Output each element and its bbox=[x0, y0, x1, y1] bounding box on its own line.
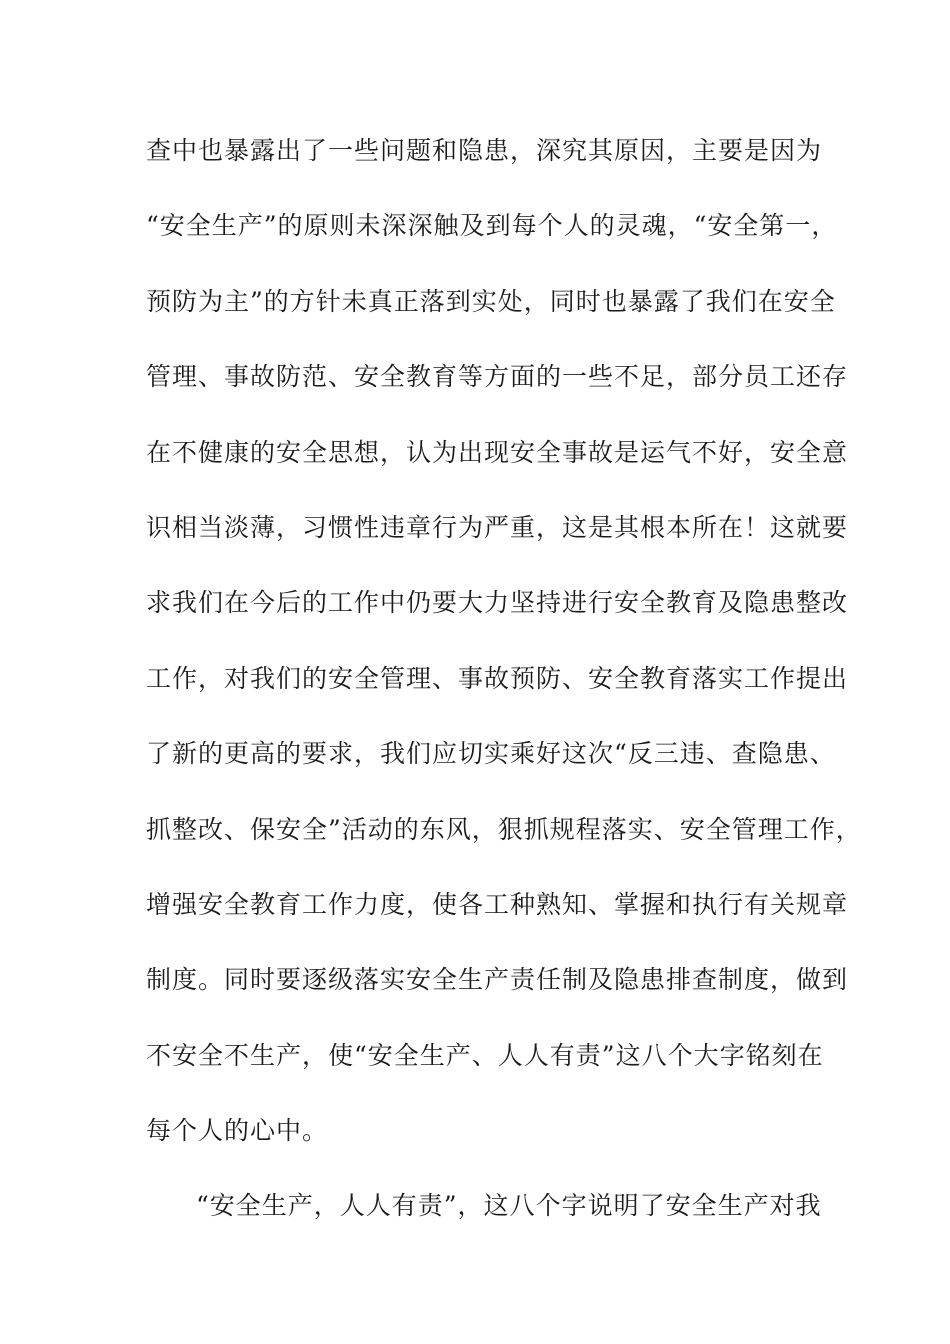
paragraph-start-line: “安全生产，人人有责”，这八个字说明了安全生产对我 bbox=[196, 1191, 822, 1221]
text-line: 识相当淡薄，习惯性违章行为严重，这是其根本所在！这就要 bbox=[146, 512, 849, 542]
text-line: 查中也暴露出了一些问题和隐患，深究其原因，主要是因为 bbox=[146, 136, 823, 165]
text-line: 每个人的心中。 bbox=[146, 1116, 329, 1146]
text-line: 在不健康的安全思想，认为出现安全事故是运气不好，安全意 bbox=[146, 437, 849, 467]
text-line: 抓整改、保安全”活动的东风，狠抓规程落实、安全管理工作， bbox=[146, 814, 862, 844]
text-line: 求我们在今后的工作中仍要大力坚持进行安全教育及隐患整改 bbox=[146, 588, 849, 618]
text-line: 制度。同时要逐级落实安全生产责任制及隐患排查制度，做到 bbox=[146, 965, 849, 995]
text-line: 预防为主”的方针未真正落到实处，同时也暴露了我们在安全 bbox=[146, 286, 836, 316]
body-text bbox=[146, 128, 862, 1259]
text-line: “安全生产”的原则未深深触及到每个人的灵魂，“安全第一， bbox=[146, 211, 838, 241]
text-line: 了新的更高的要求，我们应切实乘好这次“反三违、查隐患、 bbox=[146, 739, 836, 769]
text-line: 管理、事故防范、安全教育等方面的一些不足，部分员工还存 bbox=[146, 362, 849, 392]
text-line: 不安全不生产，使“安全生产、人人有责”这八个大字铭刻在 bbox=[146, 1040, 824, 1070]
text-line: 工作，对我们的安全管理、事故预防、安全教育落实工作提出 bbox=[146, 663, 849, 693]
text-line: 增强安全教育工作力度，使各工种熟知、掌握和执行有关规章 bbox=[146, 889, 849, 919]
